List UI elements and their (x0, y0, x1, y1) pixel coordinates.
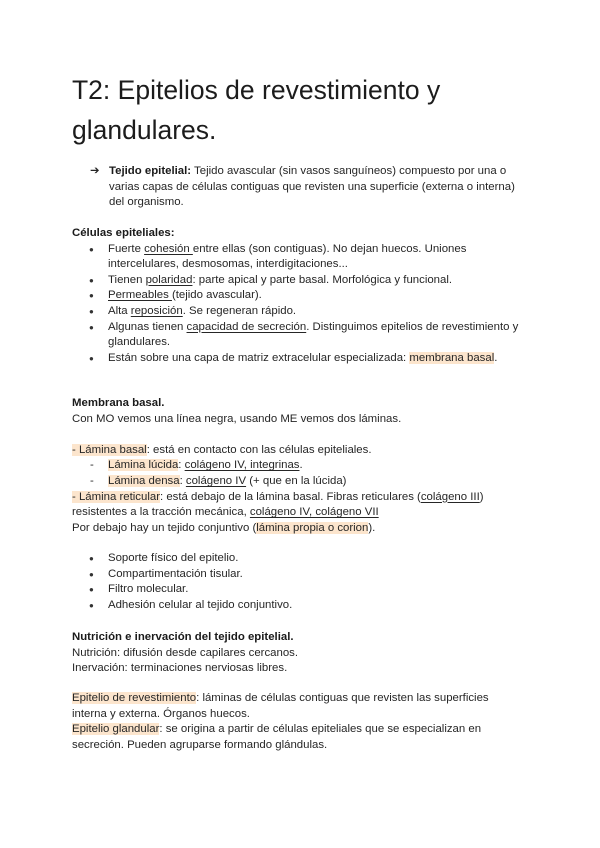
spacer (72, 427, 532, 443)
list-item (72, 320, 532, 351)
item-text: . Distinguimos epitelios de revestimiento y glandulares. (108, 320, 519, 349)
celulas-heading (72, 226, 532, 242)
list-item: ● Adhesión celular al tejido conjuntivo. (72, 598, 532, 614)
item-highlight: membrana basal (409, 351, 495, 364)
lucida-underlined: colágeno IV, integrinas (184, 459, 300, 472)
lamina-basal-line (72, 443, 532, 459)
inervacion-line: Inervación: terminaciones nerviosas libres. (72, 662, 288, 675)
lamina-basal-text: : está en contacto con las células epiteliales. (146, 443, 372, 456)
glandular-text: : se origina a partir de células epiteliales que se especializan en secreción. Pueden agruparse formando glándulas. (72, 723, 482, 751)
lamina-densa-line (72, 474, 532, 490)
item-text: Alta (108, 304, 131, 317)
page-title: T2: Epitelios de revestimiento y glandulares. (72, 75, 441, 145)
revestimiento-text: : láminas de células contiguas que revisten las superficies interna y externa. Órganos huecos. (72, 692, 489, 720)
intro-item (90, 164, 530, 211)
item-text: Algunas tienen (108, 320, 187, 333)
item-underlined: cohesión (144, 242, 193, 255)
list-item (72, 288, 532, 304)
lamina-lucida-line (72, 458, 532, 474)
list-item: ● Filtro molecular. (72, 582, 532, 598)
item-underlined: reposición (130, 304, 183, 317)
glandular-highlight: Epitelio glandular (72, 723, 160, 736)
lamina-reticular-highlight: - Lámina reticular (72, 490, 160, 503)
reticular-text: ) resistentes a la tracción mecánica, (72, 490, 484, 519)
sep: : (178, 459, 185, 472)
reticular-underlined: colágeno IV, colágeno VII (249, 506, 379, 519)
conjuntivo-highlight: lámina propia o corion (256, 521, 369, 534)
nutricion-line: Nutrición: difusión desde capilares cercanos. (72, 646, 299, 659)
item-text: Tienen (108, 273, 146, 286)
lamina-basal-highlight: - Lámina basal (72, 443, 147, 456)
membrana-heading-text: Membrana basal. (72, 397, 165, 409)
densa-underlined: colágeno IV (185, 474, 247, 487)
celulas-section (72, 226, 532, 366)
end: . (299, 459, 303, 472)
intro-text (109, 164, 530, 211)
arrow-bullet-icon: ➔ (90, 165, 100, 177)
list-item (72, 304, 532, 320)
membrana-heading (72, 396, 532, 412)
lamina-densa-highlight: Lámina densa (108, 474, 180, 487)
membrana-section (72, 396, 532, 536)
celulas-heading-text: Células epiteliales: (72, 227, 175, 239)
intro-definition: Tejido avascular (sin vasos sanguíneos) compuesto por una o varias capas de células contiguas que revisten una superficie (externa o interna) del organismo. (109, 165, 515, 209)
list-item (72, 351, 532, 367)
lamina-reticular-line (72, 490, 532, 521)
conjuntivo-line (72, 521, 532, 537)
item-underlined: Permeables (108, 289, 172, 302)
item-text: . Se regeneran rápido. (182, 304, 297, 317)
lamina-lucida-highlight: Lámina lúcida (108, 459, 179, 472)
conjuntivo-end: ). (368, 521, 376, 534)
tipos-section (72, 691, 524, 753)
item-text: Están sobre una capa de matriz extracelular especializada: (108, 351, 410, 364)
intro-term: Tejido epitelial: (109, 165, 192, 177)
glandular-paragraph (72, 722, 524, 753)
reticular-underlined: colágeno III (420, 490, 480, 503)
item-text: Fuerte (108, 242, 145, 255)
item-text: : parte apical y parte basal. Morfológica y funcional. (192, 273, 453, 286)
item-text: . (494, 351, 498, 364)
conjuntivo-text: Por debajo hay un tejido conjuntivo ( (72, 521, 257, 534)
celulas-list (72, 242, 532, 367)
dash-bullet: - (90, 459, 94, 472)
funciones-section (72, 551, 532, 613)
list-item: ● Compartimentación tisular. (72, 567, 532, 583)
revestimiento-highlight: Epitelio de revestimiento (72, 692, 197, 704)
sep: : (179, 474, 186, 487)
revestimiento-paragraph (72, 691, 524, 722)
list-item: ● Soporte físico del epitelio. (72, 551, 532, 567)
item-underlined: capacidad de secreción (186, 320, 307, 333)
membrana-intro: Con MO vemos una línea negra, usando ME vemos dos láminas. (72, 412, 402, 425)
nutricion-section (72, 630, 532, 677)
nutricion-heading-text: Nutrición e inervación del tejido epitelial. (72, 631, 294, 643)
item-underlined: polaridad (145, 273, 193, 286)
dash-bullet: - (90, 474, 94, 487)
end: (+ que en la lúcida) (246, 474, 347, 487)
reticular-text: : está debajo de la lámina basal. Fibras reticulares ( (160, 490, 421, 503)
nutricion-heading (72, 630, 532, 646)
funciones-list (72, 551, 532, 613)
list-item (72, 273, 532, 289)
item-text: entre ellas (son contiguas). No dejan huecos. Uniones intercelulares, desmosomas, interdigitaciones... (108, 242, 467, 271)
list-item (72, 242, 532, 273)
item-text: (tejido avascular). (171, 289, 262, 302)
